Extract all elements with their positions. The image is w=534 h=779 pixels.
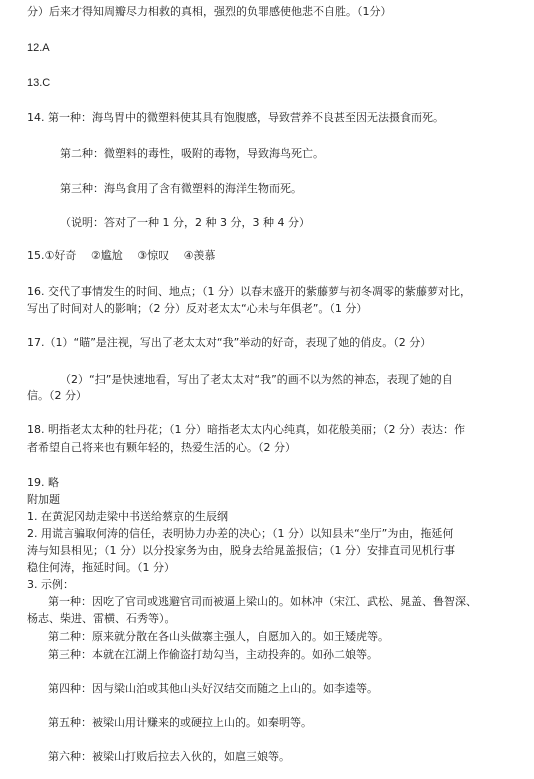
- answer-16-cont: 写出了时间对人的影响；（2 分）反对老太太“心未与年俱老”。（1 分）: [27, 302, 368, 315]
- answer-16: 16. 交代了事情发生的时间、地点；（1 分）以春末盛开的紫藤萝与初冬凋零的紫藤萝对比，: [27, 285, 471, 298]
- answer-18-cont: 者希望自己将来也有颗年轻的，热爱生活的心。（2 分）: [27, 441, 296, 454]
- bonus-2-cont: 稳住何涛，拖延时间。（1 分）: [27, 561, 175, 574]
- answer-17-2-cont: 信。（2 分）: [27, 389, 87, 402]
- answer-14-second: 第二种：微塑料的毒性，吸附的毒物，导致海鸟死亡。: [60, 147, 324, 160]
- bonus-3-type-1-cont: 杨志、柴进、雷横、石秀等）。: [27, 612, 176, 625]
- bonus-1: 1. 在黄泥冈劫走梁中书送给蔡京的生辰纲: [27, 510, 228, 523]
- bonus-2-cont: 涛与知县相见；（1 分）以分投家务为由，脱身去给晁盖报信；（1 分）安排直司见机行事: [27, 544, 455, 557]
- answer-15: 15.①好奇 ②尴尬 ③惊叹 ④羡慕: [27, 249, 216, 262]
- bonus-3: 3. 示例：: [27, 578, 74, 591]
- answer-14-note: （说明：答对了一种 1 分，2 种 3 分，3 种 4 分）: [60, 216, 310, 229]
- bonus-2: 2. 用谎言骗取何涛的信任，表明协力办差的决心；（1 分）以知县未“坐厅”为由，拖延何: [27, 527, 454, 540]
- answer-13: 13.C: [27, 77, 51, 89]
- bonus-3-type-1: 第一种：因吃了官司或逃避官司而被逼上梁山的。如林冲（宋江、武松、晁盖、鲁智深、: [48, 595, 477, 608]
- text-line: 分）后来才得知周瓣尽力相救的真相，强烈的负罪感使他悲不自胜。（1分）: [27, 5, 392, 18]
- bonus-3-type-6: 第六种：被梁山打败后拉去入伙的，如扈三娘等。: [48, 750, 290, 763]
- answer-18: 18. 明指老太太种的牡丹花；（1 分）暗指老太太内心纯真，如花般美丽；（2 分）表达：作: [27, 423, 465, 436]
- bonus-3-type-4: 第四种：因与梁山泊或其他山头好汉结交而随之上山的。如李逵等。: [48, 682, 378, 695]
- answer-19: 19. 略: [27, 476, 59, 489]
- answer-14: 14. 第一种：海鸟胃中的微塑料使其具有饱腹感，导致营养不良甚至因无法摄食而死。: [27, 111, 444, 124]
- answer-12: 12.A: [27, 42, 50, 54]
- bonus-heading: 附加题: [27, 493, 60, 506]
- bonus-3-type-3: 第三种：本就在江湖上作偷盗打劫勾当，主动投奔的。如孙二娘等。: [48, 648, 378, 661]
- answer-17-2: （2）“扫”是快速地看，写出了老太太对“我”的画不以为然的神态，表现了她的自: [60, 373, 453, 386]
- answer-17-1: 17.（1）“瞄”是注视，写出了老太太对“我”举动的好奇，表现了她的俏皮。（2 分）: [27, 336, 432, 349]
- bonus-3-type-5: 第五种：被梁山用计赚来的或硬拉上山的。如秦明等。: [48, 716, 312, 729]
- answer-14-third: 第三种：海鸟食用了含有微塑料的海洋生物而死。: [60, 182, 302, 195]
- bonus-3-type-2: 第二种：原来就分散在各山头做寨主强人，自愿加入的。如王矮虎等。: [48, 630, 389, 643]
